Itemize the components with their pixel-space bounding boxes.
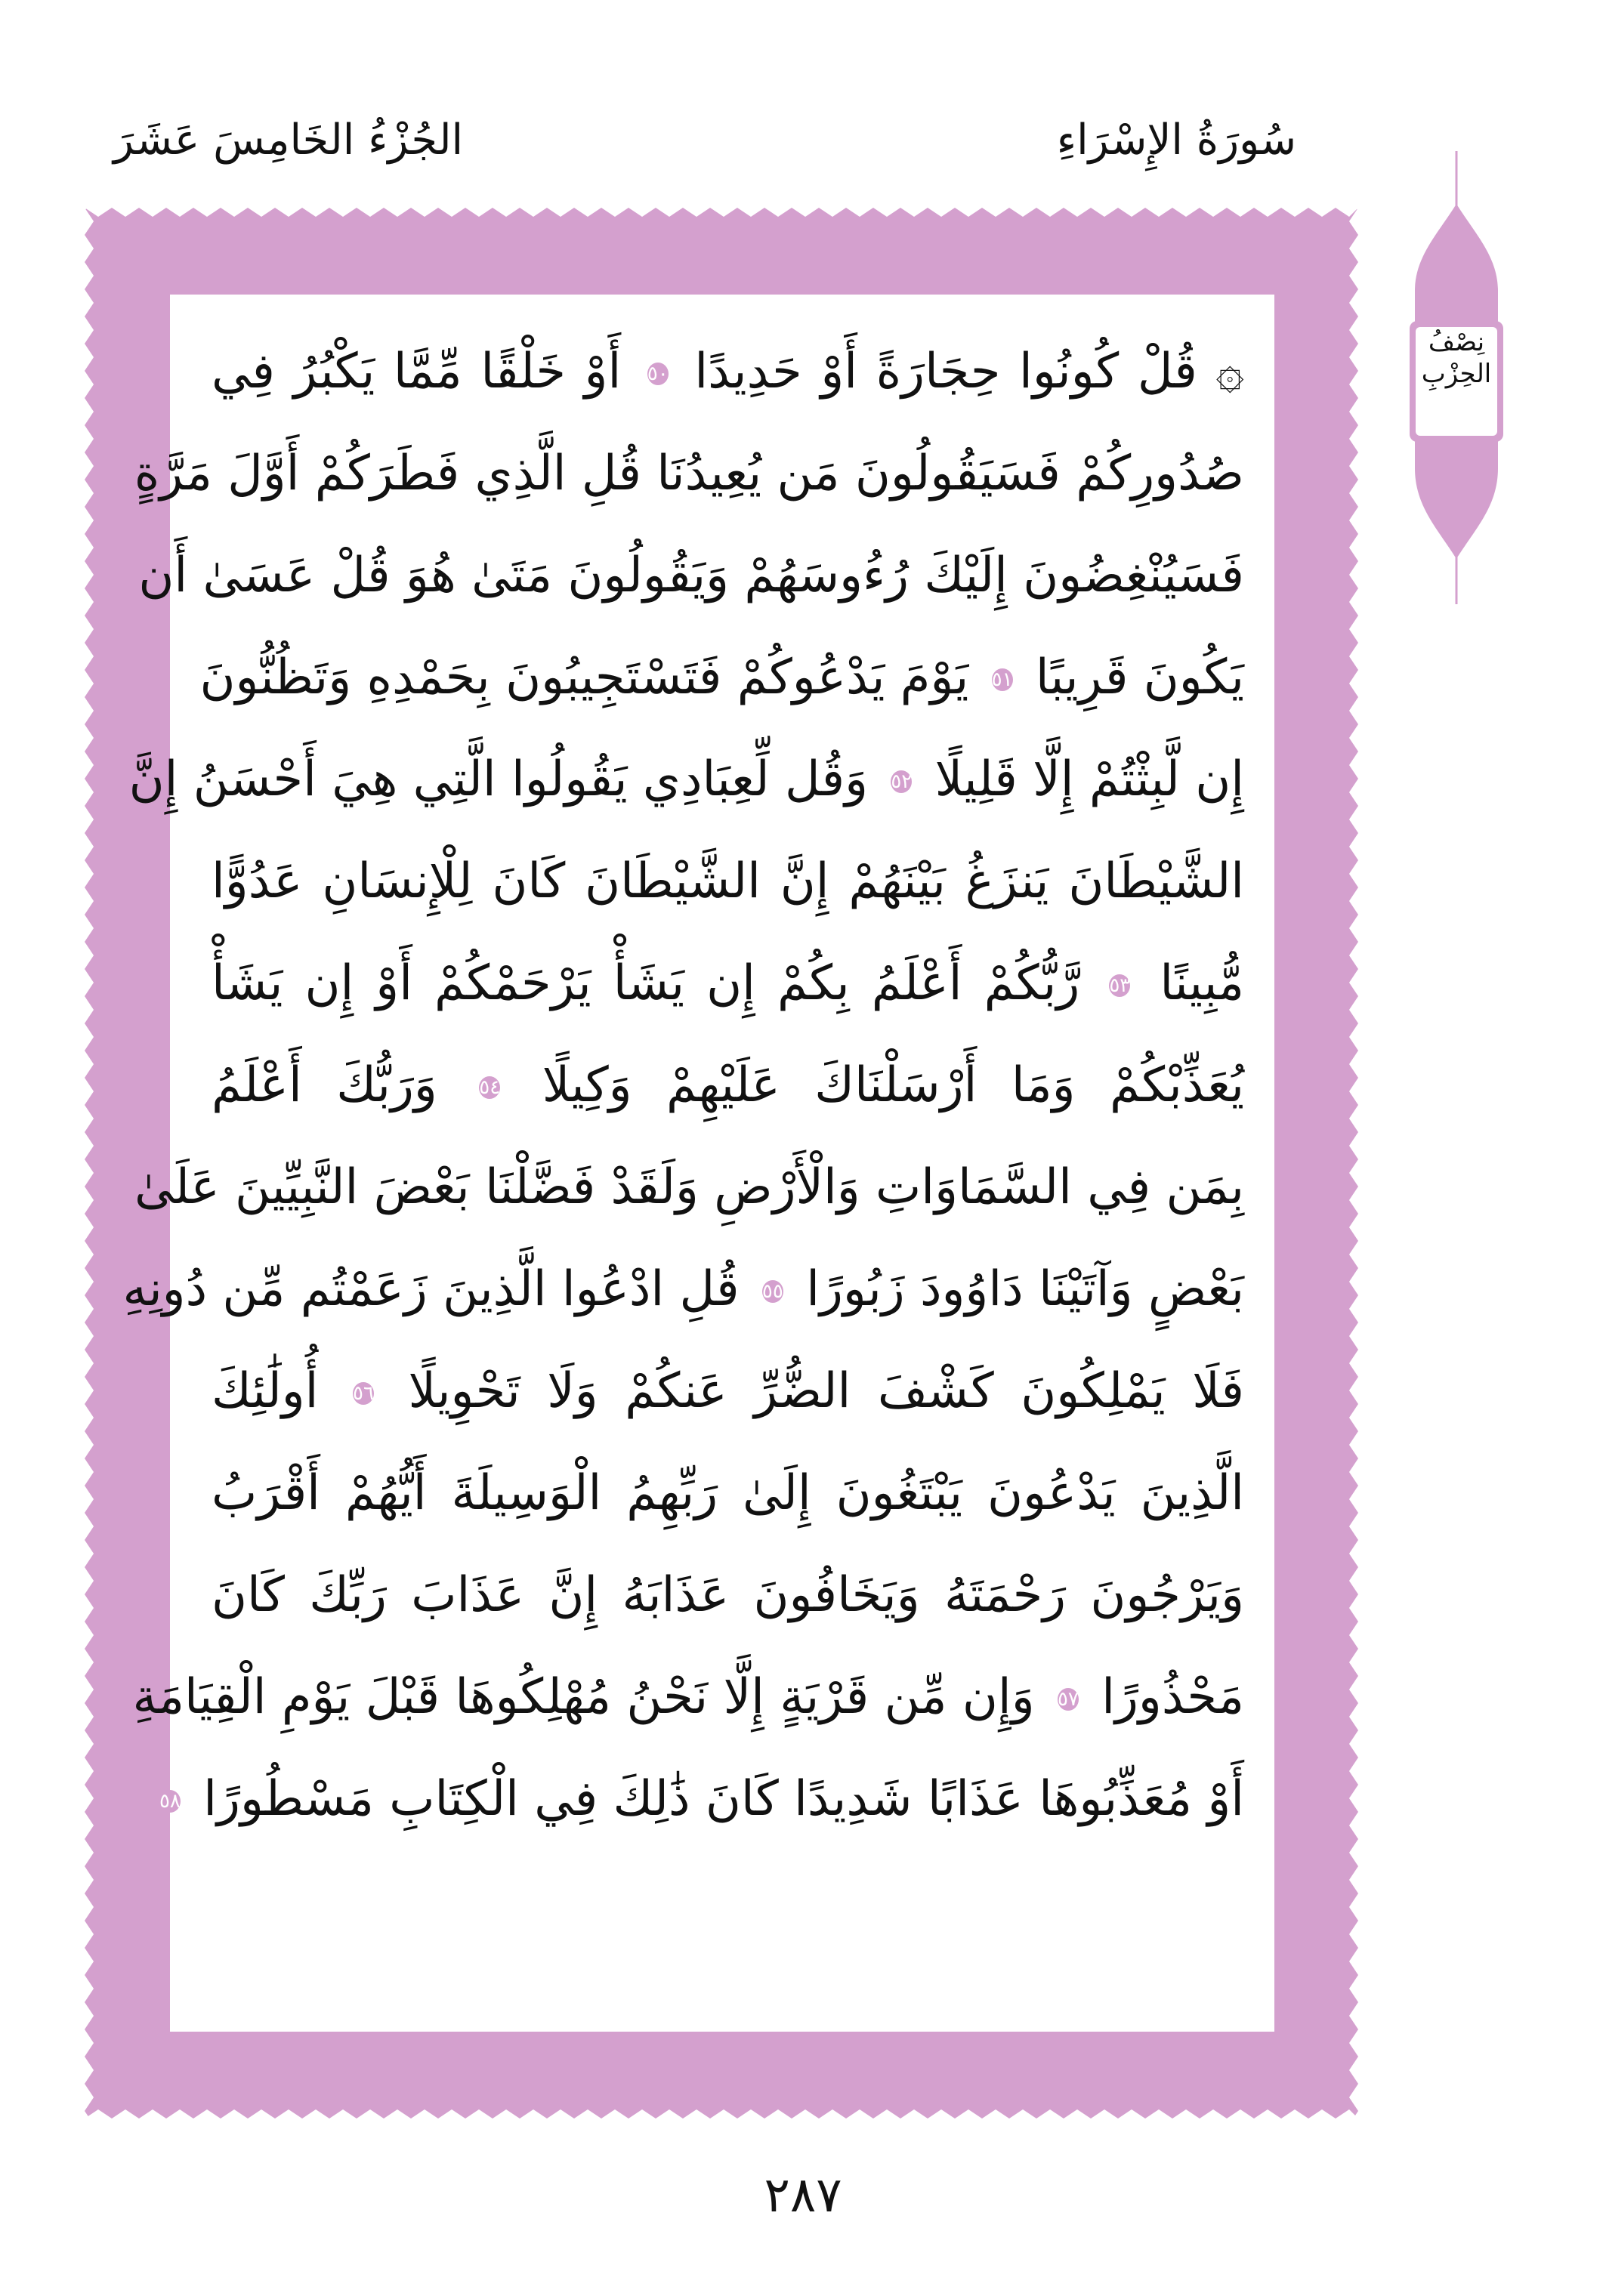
verse-text: قُلِ ادْعُوا الَّذِينَ زَعَمْتُم مِّن دُونِهِ xyxy=(122,1261,740,1317)
verse-text: رَّبُّكُمْ أَعْلَمُ بِكُمْ إِن يَشَأْ يَرْحَمْكُمْ أَوْ إِن يَشَأْ xyxy=(212,955,1080,1011)
verse-text: الشَّيْطَانَ يَنزَغُ بَيْنَهُمْ إِنَّ الشَّيْطَانَ كَانَ لِلْإِنسَانِ عَدُوًّا xyxy=(212,853,1244,909)
verse-text: بِمَن فِي السَّمَاوَاتِ وَالْأَرْضِ وَلَقَدْ فَضَّلْنَا بَعْضَ النَّبِيِّينَ عَلَىٰ xyxy=(134,1159,1244,1215)
verse-text: أُولَٰئِكَ xyxy=(212,1363,319,1419)
verse-text: يَكُونَ قَرِيبًا xyxy=(1035,650,1244,705)
ayah-number-marker: ٥٧ xyxy=(1057,1688,1079,1711)
text-line xyxy=(122,1239,1244,1341)
text-line xyxy=(212,1035,1244,1137)
text-line xyxy=(212,321,1244,423)
verse-text: وَيَرْجُونَ رَحْمَتَهُ وَيَخَافُونَ عَذَابَهُ إِنَّ عَذَابَ رَبِّكَ كَانَ xyxy=(212,1567,1244,1623)
verse-text: وَقُل لِّعِبَادِي يَقُولُوا الَّتِي هِيَ أَحْسَنُ إِنَّ xyxy=(128,751,868,807)
ayah-number-marker: ٥٥ xyxy=(761,1280,783,1304)
verse-text: بَعْضٍ وَآتَيْنَا دَاوُودَ زَبُورًا xyxy=(806,1261,1244,1317)
verse-text: وَإِن مِّن قَرْيَةٍ إِلَّا نَحْنُ مُهْلِكُوهَا قَبْلَ يَوْمِ الْقِيَامَةِ xyxy=(132,1669,1035,1725)
verse-text: مَحْذُورًا xyxy=(1101,1669,1244,1725)
ayah-number-marker: ٥٦ xyxy=(353,1382,374,1406)
text-line xyxy=(134,423,1244,525)
verse-text: أَوْ مُعَذِّبُوهَا عَذَابًا شَدِيدًا كَانَ ذَٰلِكَ فِي الْكِتَابِ مَسْطُورًا xyxy=(203,1771,1244,1827)
text-line xyxy=(199,627,1244,729)
ayah-number-marker: ٥٨ xyxy=(159,1790,181,1813)
text-line xyxy=(212,1545,1244,1646)
verse-text: فَسَيُنْغِضُونَ إِلَيْكَ رُءُوسَهُمْ وَيَقُولُونَ مَتَىٰ هُوَ قُلْ عَسَىٰ أَن xyxy=(138,548,1244,603)
verse-text: الَّذِينَ يَدْعُونَ يَبْتَغُونَ إِلَىٰ رَبِّهِمُ الْوَسِيلَةَ أَيُّهُمْ أَقْرَبُ xyxy=(212,1465,1244,1521)
verse-text: فَلَا يَمْلِكُونَ كَشْفَ الضُّرِّ عَنكُمْ وَلَا تَحْوِيلًا xyxy=(408,1363,1244,1419)
text-line xyxy=(212,933,1244,1035)
ayah-number-marker: ٥٢ xyxy=(891,770,913,794)
text-area xyxy=(122,295,1274,2032)
verse-text: وَرَبُّكَ أَعْلَمُ xyxy=(212,1057,437,1113)
page-number: ٢٨٧ xyxy=(764,2168,842,2223)
text-line xyxy=(132,1646,1244,1748)
verse-text: إِن لَّبِثْتُمْ إِلَّا قَلِيلًا xyxy=(934,751,1244,807)
ayah-number-marker: ٥٣ xyxy=(1109,974,1131,998)
text-line xyxy=(134,1137,1244,1239)
ayah-number-marker: ٥٤ xyxy=(479,1076,501,1100)
text-line xyxy=(212,1443,1244,1545)
verses-block xyxy=(122,321,1245,1850)
hizb-label xyxy=(1414,326,1499,390)
verse-text: صُدُورِكُمْ فَسَيَقُولُونَ مَن يُعِيدُنَا قُلِ الَّذِي فَطَرَكُمْ أَوَّلَ مَرَّةٍ xyxy=(134,446,1244,501)
text-line xyxy=(128,729,1244,831)
text-line xyxy=(159,1748,1244,1850)
text-line xyxy=(138,525,1244,627)
surah-name: سُورَةُ الإِسْرَاءِ xyxy=(1056,116,1296,165)
verse-text: مُّبِينًا xyxy=(1160,955,1245,1011)
juz-name: الجُزْءُ الخَامِسَ عَشَرَ xyxy=(113,116,464,165)
verse-text: ۞ قُلْ كُونُوا حِجَارَةً أَوْ حَدِيدًا xyxy=(694,344,1245,400)
text-line xyxy=(212,831,1244,933)
ayah-number-marker: ٥١ xyxy=(991,668,1013,692)
hizb-label-line2: الحِزْبِ xyxy=(1421,359,1492,389)
hizb-label-line1: نِصْفُ xyxy=(1428,327,1485,357)
verse-text: يُعَذِّبْكُمْ وَمَا أَرْسَلْنَاكَ عَلَيْهِمْ وَكِيلًا xyxy=(542,1057,1245,1113)
verse-text: أَوْ خَلْقًا مِّمَّا يَكْبُرُ فِي xyxy=(212,344,622,400)
text-line xyxy=(212,1341,1244,1443)
verse-text: يَوْمَ يَدْعُوكُمْ فَتَسْتَجِيبُونَ بِحَمْدِهِ وَتَظُنُّونَ xyxy=(199,650,969,705)
ayah-number-marker: ٥٠ xyxy=(647,363,669,386)
